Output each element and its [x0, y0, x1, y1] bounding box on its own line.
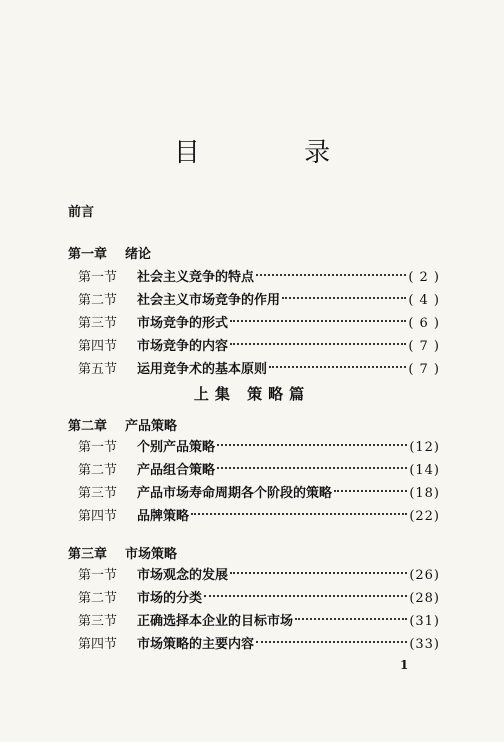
section-title: 市场的分类: [137, 591, 203, 606]
toc-entry: [78, 633, 440, 656]
part-title: 上集 策略篇: [193, 385, 311, 403]
page-ref: ( 2 ): [408, 270, 440, 285]
page-ref: ( 7 ): [408, 339, 440, 354]
leader-dots: [334, 490, 407, 492]
section-title: 运用竞争术的基本原则: [137, 362, 268, 377]
leader-dots: [191, 513, 407, 515]
leader-dots: [217, 444, 407, 446]
chapter-3: [68, 543, 440, 656]
page-ref: ( 4 ): [408, 293, 440, 308]
toc-entry: [78, 312, 440, 335]
section-number: 第三节: [78, 486, 118, 501]
page-title: 目 录: [173, 138, 379, 168]
section-title: 社会主义市场竞争的作用: [137, 293, 281, 308]
chapter-3-heading: [68, 543, 440, 562]
leader-dots: [230, 343, 406, 345]
page-ref: ( 7 ): [408, 362, 440, 377]
section-number: 第四节: [78, 509, 118, 524]
section-title: 品牌策略: [137, 509, 190, 524]
page-ref: (14): [409, 463, 440, 478]
page-number: 1: [400, 658, 409, 672]
page-ref: (12): [409, 440, 440, 455]
leader-dots: [295, 618, 407, 620]
section-number: 第一节: [78, 568, 118, 583]
section-number: 第一节: [78, 270, 118, 285]
toc-entry: [78, 610, 440, 633]
leader-dots: [282, 297, 406, 299]
toc-entry: [78, 564, 440, 587]
section-title: 正确选择本企业的目标市场: [137, 614, 294, 629]
chapter-1-heading: [68, 243, 440, 262]
toc-entry: [78, 459, 440, 482]
chapter-title: 市场策略: [125, 547, 178, 562]
page-ref: (22): [409, 509, 440, 524]
leader-dots: [217, 467, 407, 469]
toc-entry: [78, 335, 440, 358]
leader-dots: [256, 641, 407, 643]
section-number: 第一节: [78, 440, 118, 455]
leader-dots: [230, 572, 407, 574]
leader-dots: [204, 595, 407, 597]
chapter-1: [68, 243, 440, 381]
section-title: 社会主义竞争的特点: [137, 270, 255, 285]
section-title: 个别产品策略: [137, 440, 216, 455]
chapter-2: [68, 415, 440, 528]
section-number: 第二节: [78, 591, 118, 606]
chapter-number: 第一章: [68, 247, 108, 262]
leader-dots: [256, 274, 406, 276]
chapter-title: 产品策略: [125, 419, 178, 434]
toc-entry: [78, 482, 440, 505]
leader-dots: [269, 366, 406, 368]
section-number: 第二节: [78, 293, 118, 308]
page-ref: (26): [409, 568, 440, 583]
section-title: 市场竞争的形式: [137, 316, 229, 331]
page-ref: (18): [409, 486, 440, 501]
section-title: 市场竞争的内容: [137, 339, 229, 354]
chapter-2-heading: [68, 415, 440, 434]
chapter-number: 第二章: [68, 419, 108, 434]
toc-entry: [78, 289, 440, 312]
section-title: 产品组合策略: [137, 463, 216, 478]
page-ref: (28): [409, 591, 440, 606]
section-title: 市场观念的发展: [137, 568, 229, 583]
toc-entry: [78, 436, 440, 459]
page-ref: (33): [409, 637, 440, 652]
toc-entry: [78, 587, 440, 610]
section-number: 第四节: [78, 339, 118, 354]
section-number: 第二节: [78, 463, 118, 478]
chapter-title: 绪论: [125, 247, 152, 262]
page-ref: (31): [409, 614, 440, 629]
page-ref: ( 6 ): [408, 316, 440, 331]
section-title: 市场策略的主要内容: [137, 637, 255, 652]
toc-entry: [78, 505, 440, 528]
toc-entry: [78, 358, 440, 381]
chapter-number: 第三章: [68, 547, 108, 562]
leader-dots: [230, 320, 406, 322]
toc-entry: [78, 266, 440, 289]
preface-heading: 前言: [68, 205, 95, 220]
section-number: 第三节: [78, 316, 118, 331]
section-number: 第五节: [78, 362, 118, 377]
section-number: 第四节: [78, 637, 118, 652]
section-number: 第三节: [78, 614, 118, 629]
section-title: 产品市场寿命周期各个阶段的策略: [137, 486, 333, 501]
